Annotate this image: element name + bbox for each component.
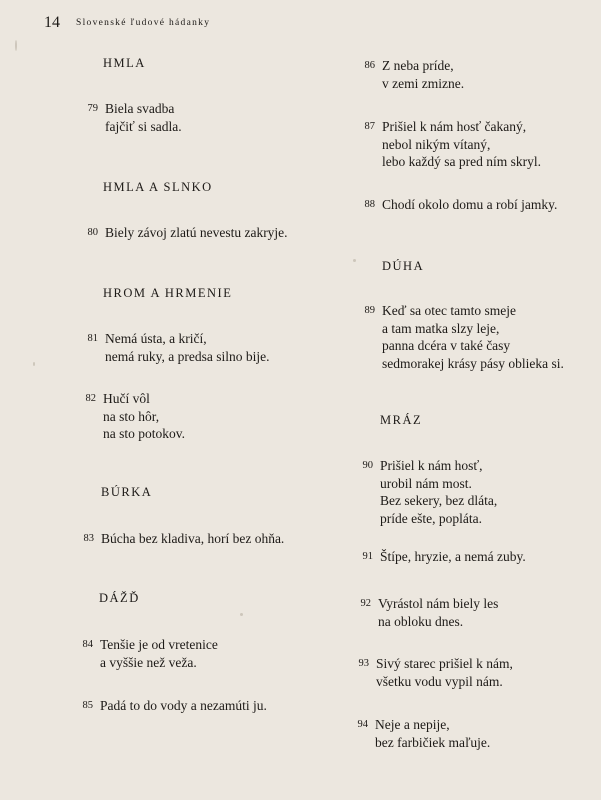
riddle-83 xyxy=(83,530,285,548)
riddle-85 xyxy=(82,697,267,715)
riddle-line: urobil nám most. xyxy=(380,475,472,491)
section-heading-duha: DÚHA xyxy=(382,259,425,273)
riddle-line: Biely závoj zlatú nevestu zakryje. xyxy=(105,225,288,240)
riddle-number: 90 xyxy=(362,460,373,471)
riddle-number: 94 xyxy=(357,719,368,730)
riddle-line: príde ešte, popláta. xyxy=(380,510,482,526)
riddle-86 xyxy=(364,57,465,92)
riddle-line: a vyššie než veža. xyxy=(100,654,197,670)
riddle-line: bez farbičiek maľuje. xyxy=(375,734,491,750)
riddle-line: v zemi zmizne. xyxy=(382,75,465,91)
riddle-line: Z neba príde, xyxy=(382,58,454,73)
riddle-line: na sto potokov. xyxy=(103,426,185,441)
paper-speck xyxy=(353,259,356,262)
riddle-line: Štípe, hryzie, a nemá zuby. xyxy=(380,549,526,564)
section-heading-hrom-a-hrmenie: HROM A HRMENIE xyxy=(103,286,233,300)
riddle-line: na sto hôr, xyxy=(103,408,160,424)
riddle-93 xyxy=(358,655,513,690)
paper-speck xyxy=(33,362,35,366)
riddle-line: Nemá ústa, a kričí, xyxy=(105,331,207,346)
riddle-line: Prišiel k nám hosť, xyxy=(380,458,483,473)
page-header xyxy=(44,14,211,32)
riddle-line: nebol nikým vítaný, xyxy=(382,136,491,152)
section-heading-mraz: MRÁZ xyxy=(380,413,423,427)
riddle-line: Padá to do vody a nezamúti ju. xyxy=(100,698,267,713)
riddle-91 xyxy=(362,548,526,566)
riddle-80 xyxy=(87,224,288,242)
riddle-line: a tam matka slzy leje, xyxy=(382,320,500,336)
riddle-line: fajčiť si sadla. xyxy=(105,118,182,134)
paper-speck xyxy=(240,613,243,616)
riddle-number: 86 xyxy=(364,60,375,71)
riddle-line: Neje a nepije, xyxy=(375,717,450,732)
riddle-number: 82 xyxy=(85,393,96,404)
riddle-line: Tenšie je od vretenice xyxy=(100,637,218,652)
section-heading-dazd: DÁŽĎ xyxy=(99,591,140,605)
riddle-line: všetku vodu vypil nám. xyxy=(376,673,503,689)
riddle-line: Búcha bez kladiva, horí bez ohňa. xyxy=(101,531,285,546)
riddle-92 xyxy=(360,595,499,630)
riddle-line: nemá ruky, a predsa silno bije. xyxy=(105,348,270,364)
riddle-line: Biela svadba xyxy=(105,101,175,116)
riddle-line: Chodí okolo domu a robí jamky. xyxy=(382,197,558,212)
running-title: Slovenské ľudové hádanky xyxy=(76,18,211,28)
riddle-number: 93 xyxy=(358,658,369,669)
riddle-number: 87 xyxy=(364,121,375,132)
paper-speck xyxy=(15,40,17,51)
riddle-line: Keď sa otec tamto smeje xyxy=(382,303,516,318)
riddle-87 xyxy=(364,118,541,171)
riddle-number: 88 xyxy=(364,199,375,210)
riddle-number: 89 xyxy=(364,305,375,316)
riddle-line: Hučí vôl xyxy=(103,391,150,406)
riddle-number: 80 xyxy=(87,227,98,238)
riddle-number: 81 xyxy=(87,333,98,344)
riddle-line: Sivý starec prišiel k nám, xyxy=(376,656,513,671)
riddle-line: sedmorakej krásy pásy oblieka si. xyxy=(382,355,564,371)
riddle-90 xyxy=(362,457,498,527)
riddle-number: 84 xyxy=(82,639,93,650)
section-heading-hmla-a-slnko: HMLA A SLNKO xyxy=(103,180,213,194)
riddle-number: 83 xyxy=(83,533,94,544)
riddle-number: 92 xyxy=(360,598,371,609)
riddle-number: 85 xyxy=(82,700,93,711)
riddle-number: 91 xyxy=(362,551,373,562)
riddle-94 xyxy=(357,716,491,751)
riddle-89 xyxy=(364,302,564,372)
riddle-82 xyxy=(85,390,185,443)
riddle-number: 79 xyxy=(87,103,98,114)
riddle-line: panna dcéra v také časy xyxy=(382,338,511,353)
riddle-line: lebo každý sa pred ním skryl. xyxy=(382,154,541,169)
section-heading-burka: BÚRKA xyxy=(101,485,153,499)
page-number: 14 xyxy=(44,14,60,31)
riddle-line: Vyrástol nám biely les xyxy=(378,596,499,611)
riddle-79 xyxy=(87,100,182,135)
riddle-line: na obloku dnes. xyxy=(378,613,464,629)
section-heading-hmla: HMLA xyxy=(103,56,146,70)
riddle-line: Bez sekery, bez dláta, xyxy=(380,493,498,508)
riddle-line: Prišiel k nám hosť čakaný, xyxy=(382,119,527,134)
riddle-81 xyxy=(87,330,270,365)
riddle-84 xyxy=(82,636,218,671)
riddle-88 xyxy=(364,196,558,214)
